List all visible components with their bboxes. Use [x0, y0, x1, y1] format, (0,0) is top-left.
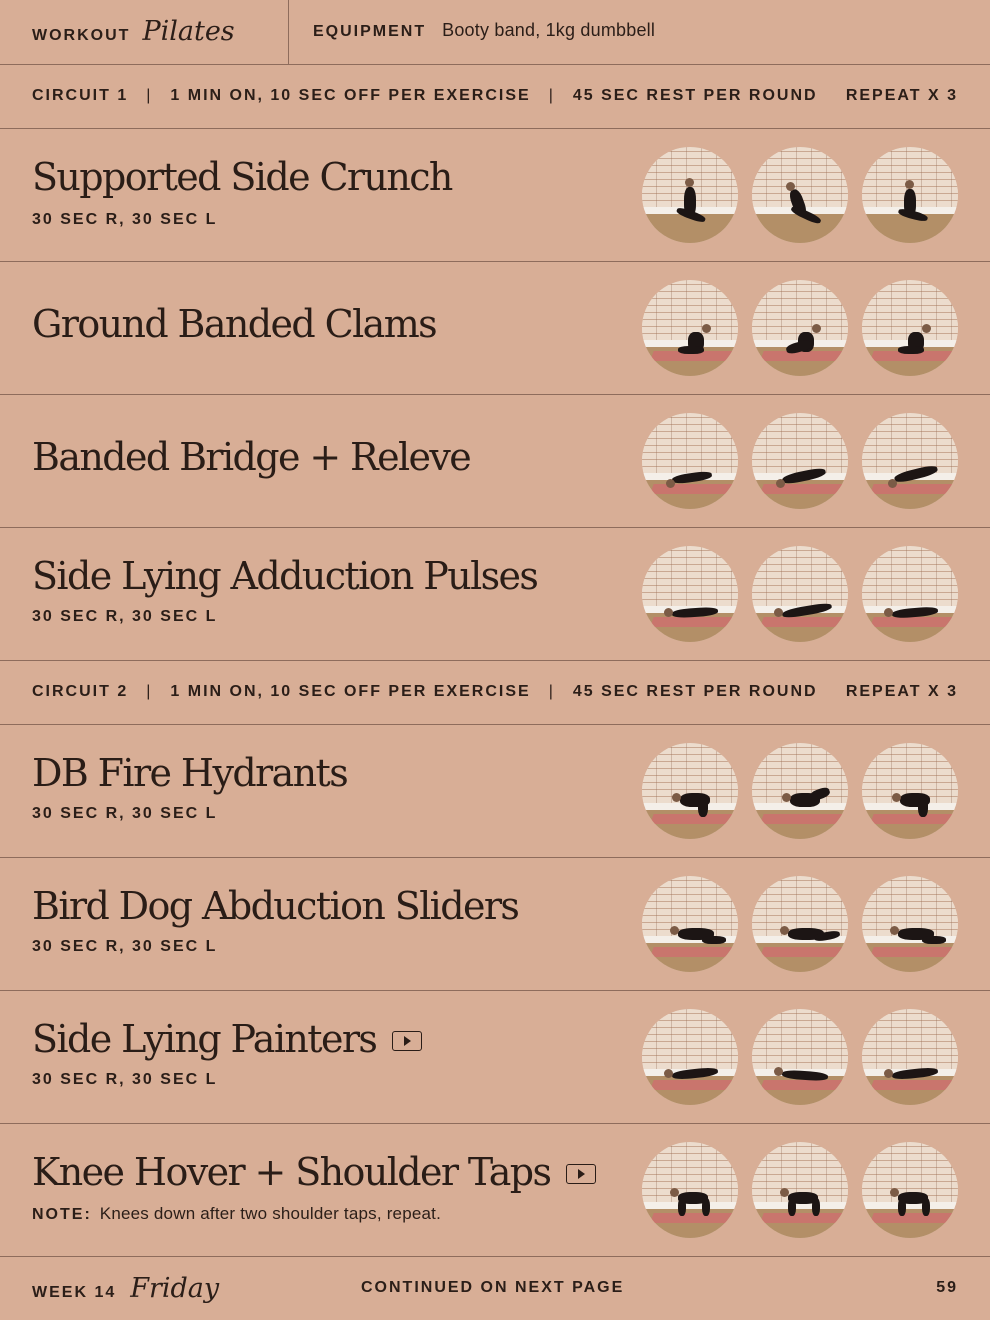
exercise-photo: [862, 280, 958, 376]
exercise-sub: 30 SEC R, 30 SEC L: [32, 805, 218, 822]
circuit-rest: 45 SEC REST PER ROUND: [572, 683, 818, 700]
exercise-sub: 30 SEC R, 30 SEC L: [32, 211, 218, 228]
exercise-row: [0, 395, 990, 527]
video-play-icon[interactable]: [566, 1164, 596, 1184]
exercise-photo: [642, 876, 738, 972]
equipment-info: [313, 20, 655, 41]
continued-label: CONTINUED ON NEXT PAGE: [361, 1279, 625, 1296]
workout-heading: [32, 16, 235, 47]
exercise-title: Knee Hover + Shoulder Taps: [32, 1150, 596, 1194]
exercise-title: Side Lying Painters: [32, 1017, 422, 1061]
exercise-photo: [642, 546, 738, 642]
exercise-photos: [642, 876, 958, 972]
separator: |: [146, 683, 153, 700]
exercise-photo: [752, 147, 848, 243]
note-text: Knees down after two shoulder taps, repeat.: [99, 1204, 442, 1223]
exercise-row: [0, 129, 990, 261]
exercise-photo: [752, 280, 848, 376]
exercise-row: [0, 1124, 990, 1256]
circuit-bar-1: [0, 65, 990, 129]
separator: |: [146, 87, 153, 104]
exercise-photo: [642, 1142, 738, 1238]
exercise-title: Ground Banded Clams: [32, 302, 437, 346]
workout-name: Pilates: [142, 16, 235, 47]
page-header: [0, 0, 990, 64]
exercise-photos: [642, 147, 958, 243]
exercise-photo: [642, 743, 738, 839]
exercise-photo: [862, 413, 958, 509]
exercise-photo: [642, 1009, 738, 1105]
video-play-icon[interactable]: [392, 1031, 422, 1051]
exercise-photo: [752, 546, 848, 642]
exercise-row: [0, 991, 990, 1123]
exercise-sub: 30 SEC R, 30 SEC L: [32, 938, 218, 955]
exercise-photo: [752, 1009, 848, 1105]
circuit-rest: 45 SEC REST PER ROUND: [572, 87, 818, 104]
exercise-photo: [862, 1142, 958, 1238]
exercise-photo: [642, 147, 738, 243]
exercise-title: Side Lying Adduction Pulses: [32, 554, 538, 598]
exercise-photos: [642, 1142, 958, 1238]
page-footer: [0, 1257, 990, 1320]
exercise-photo: [862, 546, 958, 642]
page-number: 59: [936, 1279, 958, 1296]
exercise-title: DB Fire Hydrants: [32, 751, 348, 795]
exercise-row: [0, 262, 990, 394]
header-divider: [288, 0, 289, 64]
exercise-photo: [862, 147, 958, 243]
week-day: [32, 1273, 219, 1304]
exercise-row: [0, 725, 990, 857]
exercise-title: Bird Dog Abduction Sliders: [32, 884, 519, 928]
exercise-photos: [642, 280, 958, 376]
exercise-photo: [862, 876, 958, 972]
exercise-photos: [642, 743, 958, 839]
exercise-title: Banded Bridge + Releve: [32, 435, 471, 479]
circuit-timing: 1 MIN ON, 10 SEC OFF PER EXERCISE: [170, 87, 531, 104]
day-label: Friday: [130, 1273, 220, 1304]
note-label: NOTE:: [32, 1206, 92, 1223]
exercise-photo: [862, 743, 958, 839]
exercise-photos: [642, 546, 958, 642]
separator: |: [548, 87, 555, 104]
circuit-bar-2: [0, 661, 990, 725]
exercise-row: [0, 528, 990, 660]
exercise-photos: [642, 413, 958, 509]
equipment-value: Booty band, 1kg dumbbell: [442, 20, 656, 40]
week-label: WEEK 14: [32, 1284, 117, 1301]
circuit-repeat: REPEAT X 3: [845, 87, 958, 104]
exercise-photo: [642, 280, 738, 376]
workout-label: WORKOUT: [32, 27, 131, 44]
exercise-sub: 30 SEC R, 30 SEC L: [32, 608, 218, 625]
exercise-sub: 30 SEC R, 30 SEC L: [32, 1071, 218, 1088]
exercise-photo: [752, 876, 848, 972]
exercise-row: [0, 858, 990, 990]
circuit-name: CIRCUIT 1: [32, 87, 129, 104]
equipment-label: EQUIPMENT: [313, 23, 427, 40]
circuit-repeat: REPEAT X 3: [845, 683, 958, 700]
exercise-photo: [642, 413, 738, 509]
exercise-title: Supported Side Crunch: [32, 155, 452, 199]
exercise-photo: [862, 1009, 958, 1105]
exercise-photos: [642, 1009, 958, 1105]
exercise-note: [32, 1204, 441, 1224]
exercise-photo: [752, 1142, 848, 1238]
circuit-timing: 1 MIN ON, 10 SEC OFF PER EXERCISE: [170, 683, 531, 700]
exercise-photo: [752, 413, 848, 509]
circuit-name: CIRCUIT 2: [32, 683, 129, 700]
exercise-photo: [752, 743, 848, 839]
separator: |: [548, 683, 555, 700]
